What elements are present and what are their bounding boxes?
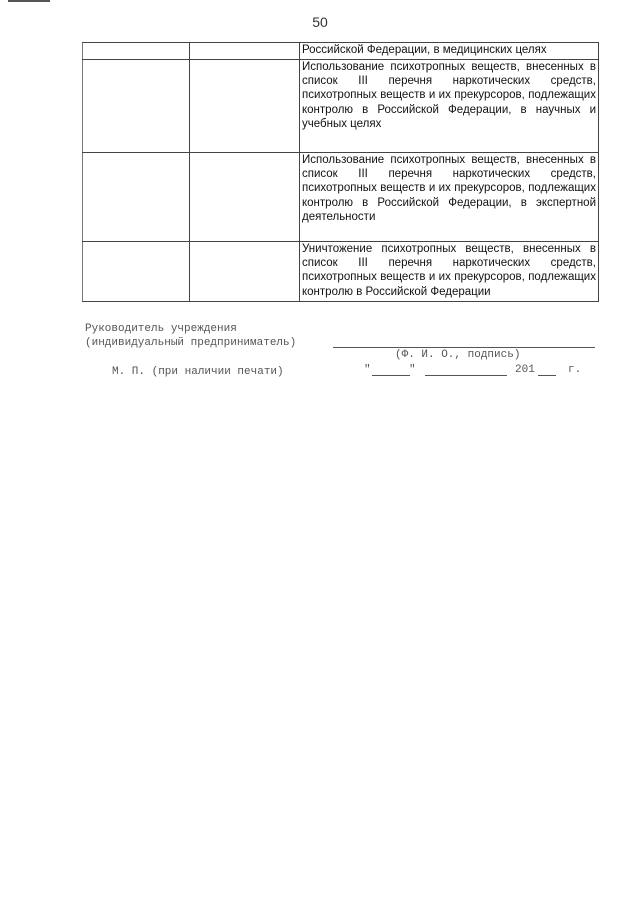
table-row	[83, 60, 599, 153]
table-cell	[190, 60, 300, 153]
signatory-title-sub: (индивидуальный предприниматель)	[85, 337, 297, 349]
signature-line	[333, 347, 595, 348]
signature-caption: (Ф. И. О., подпись)	[395, 349, 521, 361]
date-year-suffix: г.	[568, 364, 582, 376]
table-cell-description: Уничтожение психотропных веществ, внесенных в список III перечня наркотических средств, психотропных веществ и их прекурсоров, подлежащих контролю в Российской Федерации	[300, 242, 599, 302]
table-cell	[190, 242, 300, 302]
table-cell	[83, 60, 190, 153]
date-close-quote: "	[409, 364, 416, 376]
date-year-line	[538, 375, 556, 376]
table-cell	[190, 153, 300, 242]
signatory-title: Руководитель учреждения	[85, 323, 237, 335]
table-row	[83, 43, 599, 60]
table-cell	[83, 43, 190, 60]
date-open-quote: "	[364, 364, 371, 376]
date-month-line	[425, 375, 507, 376]
table-row	[83, 242, 599, 302]
table-row	[83, 153, 599, 242]
substances-table	[82, 42, 599, 302]
stamp-note: М. П. (при наличии печати)	[112, 366, 284, 378]
table-cell-description: Использование психотропных веществ, внесенных в список III перечня наркотических средств, психотропных веществ и их прекурсоров, подлежащих контролю в Российской Федерации, в экспертной деятельности	[300, 153, 599, 242]
corner-scan-mark	[8, 0, 50, 2]
table-cell-description: Российской Федерации, в медицинских целях	[300, 43, 599, 60]
table-cell	[83, 153, 190, 242]
table-cell-description: Использование психотропных веществ, внесенных в список III перечня наркотических средств, психотропных веществ и их прекурсоров, подлежащих контролю в Российской Федерации, в научных и учебных целях	[300, 60, 599, 153]
date-year-prefix: 201	[515, 364, 535, 376]
table-cell	[83, 242, 190, 302]
page-number: 50	[312, 14, 328, 30]
table-cell	[190, 43, 300, 60]
date-day-line	[372, 375, 410, 376]
